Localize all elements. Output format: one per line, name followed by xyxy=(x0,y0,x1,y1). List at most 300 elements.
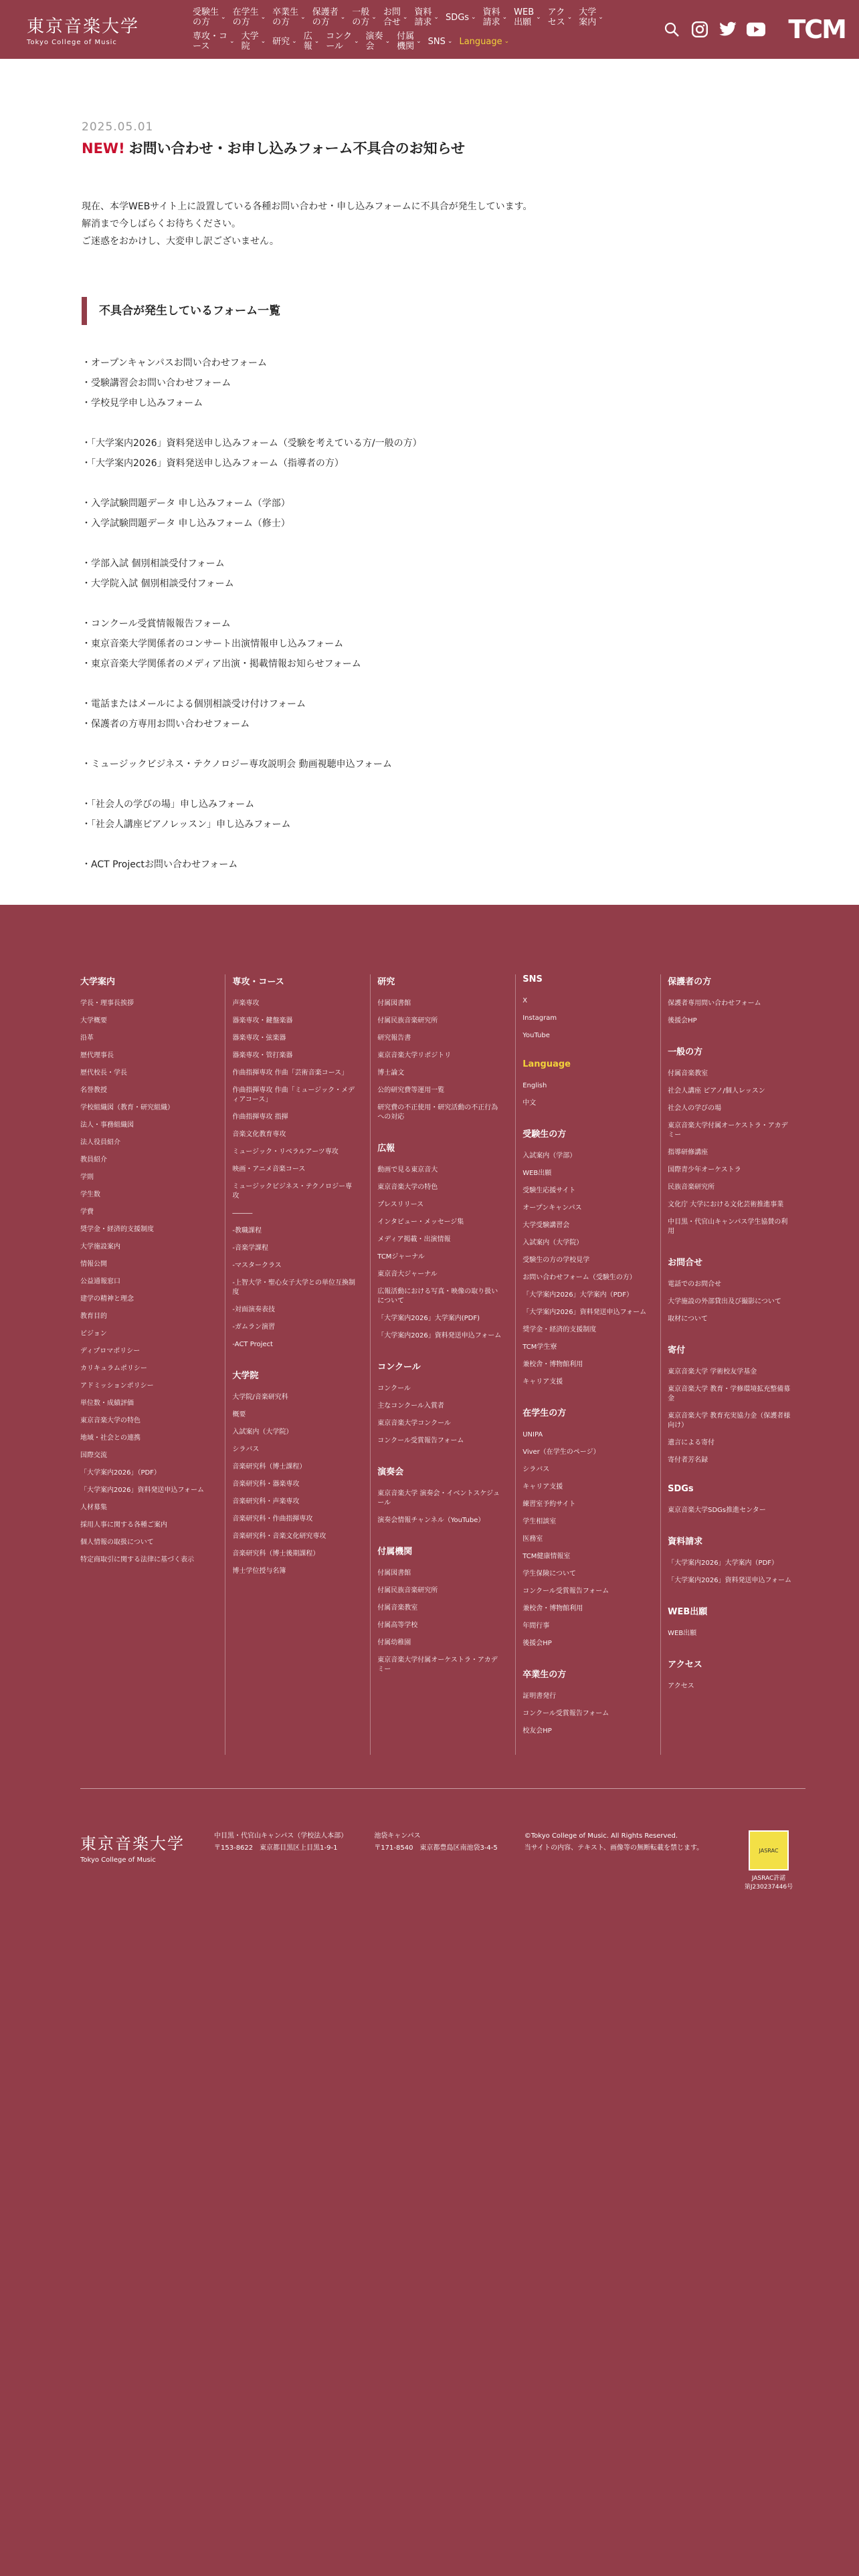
footer-section xyxy=(522,1059,648,1108)
footer-link[interactable]: 兼校舎・博物館利用 xyxy=(522,1361,583,1368)
chevron-down-icon: ⌄ xyxy=(504,37,510,45)
nav-item-label: アク セス xyxy=(547,7,565,27)
footer-link[interactable]: 学生保険について xyxy=(522,1570,577,1578)
footer-link[interactable]: 作曲指揮専攻 指揮 xyxy=(232,1113,288,1121)
nav-item[interactable] xyxy=(312,7,350,27)
footer-link[interactable]: 付属幼稚園 xyxy=(377,1639,411,1646)
nav-item-label: 卒業生 の方 xyxy=(272,7,299,27)
footer-link[interactable]: 大学施設案内 xyxy=(80,1243,120,1251)
footer-section-heading: 卒業生の方 xyxy=(522,1670,567,1680)
footer-link[interactable]: シラバス xyxy=(232,1446,260,1453)
footer-link[interactable]: アドミッションポリシー xyxy=(80,1382,154,1390)
footer-link[interactable]: 沿革 xyxy=(80,1035,94,1042)
nav-item[interactable] xyxy=(193,31,239,51)
footer-link[interactable]: 作曲指揮専攻 作曲「ミュージック・メディアコース」 xyxy=(232,1087,355,1103)
nav-item[interactable] xyxy=(304,31,324,51)
footer-link[interactable]: 「大学案内2026」資料発送申込フォーム xyxy=(668,1577,792,1584)
footer-link[interactable]: -ACT Project xyxy=(232,1341,273,1348)
footer-link[interactable]: 学生数 xyxy=(80,1191,100,1198)
footer-link[interactable]: 大学院/音楽研究科 xyxy=(232,1394,288,1401)
footer-link[interactable]: 入試案内（大学院） xyxy=(232,1428,293,1436)
footer-link[interactable]: 音楽研究科・声楽専攻 xyxy=(232,1498,300,1505)
nav-item-label: 大学 院 xyxy=(241,31,259,51)
nav-item-label: 一般 の方 xyxy=(352,7,370,27)
footer-link[interactable]: -音楽学課程 xyxy=(232,1245,268,1252)
nav-item-label: 大学 案内 xyxy=(579,7,597,27)
footer-link[interactable]: -教職課程 xyxy=(232,1227,262,1235)
footer-link[interactable]: 東京音楽大学の特色 xyxy=(377,1184,438,1191)
footer-link[interactable]: 付属図書館 xyxy=(377,1000,411,1007)
footer-link[interactable]: 大学概要 xyxy=(80,1017,107,1025)
footer-section-heading: 広報 xyxy=(377,1144,395,1154)
footer-link[interactable]: 付属高等学校 xyxy=(377,1622,418,1629)
logo-japanese: 東京音楽大学 xyxy=(27,17,140,37)
site-logo[interactable] xyxy=(27,13,161,46)
footer-section xyxy=(377,1544,503,1675)
footer-link[interactable]: -マスタークラス xyxy=(232,1262,282,1269)
nav-item[interactable] xyxy=(548,7,577,27)
footer-link[interactable]: 東京音楽大学 演奏会・イベントスケジュール xyxy=(377,1490,500,1507)
footer-link[interactable]: 東京音楽大学リポジトリ xyxy=(377,1052,452,1059)
footer-section xyxy=(668,1604,793,1638)
footer-section-heading: 保護者の方 xyxy=(668,977,712,987)
footer-link[interactable]: Viver（在学生のページ） xyxy=(522,1448,600,1456)
footer-link[interactable]: 年間行事 xyxy=(522,1622,550,1630)
footer-link[interactable]: プレスリリース xyxy=(377,1201,424,1208)
form-group xyxy=(82,855,779,875)
footer-link[interactable]: TCM健康情報室 xyxy=(522,1553,571,1560)
jasrac-block xyxy=(732,1830,805,1892)
nav-item[interactable] xyxy=(242,31,270,51)
footer-section-heading: 演奏会 xyxy=(377,1467,404,1477)
footer-link[interactable]: 学費 xyxy=(80,1208,94,1216)
footer-link[interactable]: 音楽研究科・音楽文化研究専攻 xyxy=(232,1533,326,1540)
address-line: 〒171-8540 東京都豊島区南池袋3-4-5 xyxy=(374,1844,498,1852)
nav-item[interactable] xyxy=(428,31,457,51)
chevron-down-icon: ⌄ xyxy=(260,13,266,21)
chevron-down-icon: ⌄ xyxy=(416,37,421,45)
footer-section-heading: 寄付 xyxy=(668,1346,686,1356)
footer-section xyxy=(80,974,213,1565)
nav-language[interactable] xyxy=(459,31,513,51)
footer-bottom xyxy=(80,1830,805,1892)
footer-link[interactable]: 後援会HP xyxy=(522,1640,552,1647)
youtube-icon[interactable] xyxy=(747,20,765,39)
form-group xyxy=(82,353,779,413)
footer-section xyxy=(522,1667,648,1736)
chevron-down-icon: ⌄ xyxy=(260,37,266,45)
footer-section xyxy=(377,1360,503,1446)
nav-item[interactable] xyxy=(193,7,230,27)
footer-link[interactable]: コンクール受賞報告フォーム xyxy=(522,1710,609,1717)
footer-link[interactable]: 器楽専攻・鍵盤楽器 xyxy=(232,1017,293,1025)
form-list-item: ・「社会人講座ピアノレッスン」申し込みフォーム xyxy=(82,819,291,830)
footer-link[interactable]: アクセス xyxy=(668,1683,694,1690)
footer-link[interactable]: 指導研修講座 xyxy=(668,1149,708,1156)
footer-link[interactable]: English xyxy=(522,1082,547,1089)
form-list-item: ・「社会人の学びの場」申し込みフォーム xyxy=(82,799,255,810)
footer-link[interactable]: 付属民族音楽研究所 xyxy=(377,1587,438,1594)
form-group xyxy=(82,554,779,594)
footer-link[interactable]: 地域・社会との連携 xyxy=(80,1434,140,1442)
form-list-item: ・保護者の方専用お問い合わせフォーム xyxy=(82,719,250,730)
footer-section xyxy=(668,1534,793,1586)
footer-link[interactable]: 東京音楽大学コンクール xyxy=(377,1420,451,1427)
footer-column xyxy=(225,974,370,1755)
footer-link[interactable]: 映画・アニメ音楽コース xyxy=(232,1166,306,1173)
footer-link[interactable]: 校友会HP xyxy=(522,1727,552,1735)
nav-item-label: コンク ール xyxy=(326,31,352,51)
form-list-item: ・コンクール受賞情報報告フォーム xyxy=(82,619,231,629)
footer-section xyxy=(668,974,793,1026)
search-icon[interactable] xyxy=(662,20,681,39)
footer-link[interactable]: 中目黒・代官山キャンパス学生協賛の利用 xyxy=(668,1218,788,1235)
footer-link[interactable]: 器楽専攻・弦楽器 xyxy=(232,1035,286,1042)
footer-link[interactable]: 東京音楽大学付属オーケストラ・アカデミー xyxy=(668,1122,788,1139)
footer-link[interactable]: 公的研究費等運用一覧 xyxy=(377,1087,445,1094)
twitter-icon[interactable] xyxy=(719,20,737,39)
footer-section-heading: 一般の方 xyxy=(668,1047,703,1057)
address-ikebukuro xyxy=(374,1830,497,1854)
nav-item[interactable] xyxy=(352,7,381,27)
footer-link[interactable]: 付属音楽教室 xyxy=(668,1070,708,1077)
footer-link[interactable]: 作曲指揮専攻 作曲「芸術音楽コース」 xyxy=(232,1069,349,1077)
footer-link[interactable]: 付属図書館 xyxy=(377,1570,411,1577)
footer-link[interactable]: 証明書発行 xyxy=(522,1693,557,1700)
footer-link[interactable]: 電話でのお問合せ xyxy=(668,1281,722,1288)
jasrac-line: 第J230237446号 xyxy=(744,1884,793,1891)
chevron-down-icon: ⌄ xyxy=(502,13,508,21)
footer-link[interactable]: オープンキャンパス xyxy=(522,1204,582,1212)
nav-item[interactable] xyxy=(272,7,310,27)
footer-link[interactable]: 奨学金・経済的支援制度 xyxy=(80,1226,154,1233)
footer-section xyxy=(668,1045,793,1237)
footer-link[interactable]: 特定商取引に関する法律に基づく表示 xyxy=(80,1556,194,1564)
footer-link[interactable]: 東京音楽大学付属オーケストラ・アカデミー xyxy=(377,1656,498,1673)
address-nakameguro xyxy=(214,1830,347,1854)
footer-link[interactable]: 社会人の学びの場 xyxy=(668,1105,722,1112)
footer-link[interactable]: 歴代校長・学長 xyxy=(80,1069,127,1077)
footer-link[interactable]: 音楽文化教育専攻 xyxy=(232,1131,286,1138)
footer-section xyxy=(668,1657,793,1691)
nav-item[interactable] xyxy=(414,7,443,27)
footer-link[interactable]: 東京音楽大学 教育・学修環境拡充整備募金 xyxy=(668,1386,791,1402)
footer-link[interactable]: 声楽専攻 xyxy=(232,1000,260,1007)
footer-link[interactable]: 器楽専攻・管打楽器 xyxy=(232,1052,293,1059)
footer-link[interactable]: 受験生の方の学校見学 xyxy=(522,1257,590,1264)
footer-logo[interactable] xyxy=(80,1830,214,1864)
footer-link[interactable]: 入試案内（学部） xyxy=(522,1152,577,1160)
footer-link[interactable]: 学生相談室 xyxy=(522,1518,557,1525)
footer-section-heading: 大学院 xyxy=(232,1371,259,1381)
chevron-down-icon: ⌄ xyxy=(385,37,391,45)
nav-item[interactable] xyxy=(483,7,512,27)
footer-link[interactable]: 中文 xyxy=(522,1099,537,1107)
logo-english: Tokyo College of Music xyxy=(27,39,117,46)
footer-link[interactable]: キャリア支援 xyxy=(522,1378,563,1386)
footer-section xyxy=(522,1127,648,1387)
footer-link[interactable]: 広報活動における写真・映像の取り扱いについて xyxy=(377,1288,498,1305)
footer-section-heading: 研究 xyxy=(377,977,395,987)
footer-link[interactable]: YouTube xyxy=(522,1032,550,1039)
footer-link[interactable]: 遺言による寄付 xyxy=(668,1439,715,1446)
footer-link[interactable]: 公益通報窓口 xyxy=(80,1278,120,1285)
copyright-line: 当サイトの内容、テキスト、画像等の無断転載を禁じます。 xyxy=(524,1844,704,1852)
site-header xyxy=(0,0,859,59)
footer-link[interactable]: 大学受験講習会 xyxy=(522,1222,570,1229)
footer-link[interactable]: 教員紹介 xyxy=(80,1156,107,1164)
form-list-item: ・受験講習会お問い合わせフォーム xyxy=(82,378,231,389)
nav-item-label: Language xyxy=(459,36,502,47)
form-list-item: ・ミュージックビジネス・テクノロジー専攻説明会 動画視聴申込フォーム xyxy=(82,759,392,770)
footer-link[interactable]: 入試案内（大学院） xyxy=(522,1239,583,1247)
nav-item-label: お問 合せ xyxy=(383,7,401,27)
instagram-icon[interactable] xyxy=(690,20,709,39)
footer-link[interactable]: -対面演奏表技 xyxy=(232,1306,275,1313)
footer-divider xyxy=(80,1788,805,1789)
address-line: 〒153-8622 東京都目黒区上目黒1-9-1 xyxy=(214,1844,338,1852)
copyright xyxy=(524,1830,732,1854)
footer-column xyxy=(660,974,805,1755)
footer-link[interactable]: 付属民族音楽研究所 xyxy=(377,1017,438,1025)
nav-item[interactable] xyxy=(514,7,545,27)
footer-link[interactable]: 法人役員紹介 xyxy=(80,1139,120,1146)
footer-link[interactable]: WEB出願 xyxy=(522,1170,552,1177)
footer-link[interactable]: 個人情報の取扱について xyxy=(80,1539,154,1546)
footer-link[interactable]: カリキュラムポリシー xyxy=(80,1365,147,1372)
chevron-down-icon: ⌄ xyxy=(292,37,297,45)
nav-item-label: WEB 出願 xyxy=(514,7,535,27)
tcm-logo[interactable]: TCM xyxy=(788,15,846,44)
footer-section-heading: 在学生の方 xyxy=(522,1408,567,1418)
footer-section-heading: Language xyxy=(522,1059,571,1069)
footer-link[interactable]: 歴代理事長 xyxy=(80,1052,114,1059)
intro-line: 現在、本学WEBサイト上に設置している各種お問い合わせ・申し込みフォームに不具合が発生しています。 xyxy=(82,201,533,212)
footer-section xyxy=(232,974,358,1350)
footer-link[interactable]: 奨学金・経済的支援制度 xyxy=(522,1326,597,1333)
footer-logo-english: Tokyo College of Music xyxy=(80,1856,156,1864)
article-date: 2025.05.01 xyxy=(82,120,154,134)
nav-item-label: 資料 請求 xyxy=(414,7,432,27)
footer-link[interactable]: UNIPA xyxy=(522,1431,543,1438)
footer-link[interactable]: 大学施設の外部貸出及び撮影について xyxy=(668,1298,781,1305)
footer-link[interactable]: コンクール受賞報告フォーム xyxy=(522,1588,609,1595)
footer-link[interactable]: -上智大学・聖心女子大学との単位互換制度 xyxy=(232,1279,355,1296)
footer-link[interactable]: 国際交流 xyxy=(80,1452,107,1459)
footer-link[interactable]: インタビュー・メッセージ集 xyxy=(377,1218,464,1226)
footer-link[interactable]: メディア掲載・出演情報 xyxy=(377,1236,451,1243)
footer-section xyxy=(232,1368,358,1576)
form-list-item: ・電話またはメールによる個別相談受け付けフォーム xyxy=(82,699,306,710)
footer-section xyxy=(522,974,648,1041)
form-list-item: ・東京音楽大学関係者のコンサート出演情報申し込みフォーム xyxy=(82,639,344,649)
nav-item[interactable] xyxy=(397,31,425,51)
form-group xyxy=(82,433,779,473)
footer-link[interactable]: 演奏会情報チャンネル（YouTube） xyxy=(377,1517,485,1524)
footer-link[interactable]: TCM学生寮 xyxy=(522,1344,557,1351)
footer-link[interactable]: 民族音楽研究所 xyxy=(668,1184,715,1191)
footer-section xyxy=(377,1141,503,1341)
form-group xyxy=(82,754,779,774)
footer-link[interactable]: 文化庁 大学における文化芸術推進事業 xyxy=(668,1201,784,1208)
nav-item[interactable] xyxy=(579,7,607,27)
footer-link[interactable]: 社会人講座 ピアノ/個人レッスン xyxy=(668,1087,765,1095)
footer-link[interactable]: 「大学案内2026」大学案内(PDF) xyxy=(377,1315,480,1322)
footer-link[interactable]: 主なコンクール入賞者 xyxy=(377,1402,444,1410)
footer-link[interactable]: 教育目的 xyxy=(80,1313,107,1320)
footer-link[interactable]: -ガムラン演習 xyxy=(232,1323,275,1331)
nav-item-label: 在学生 の方 xyxy=(232,7,259,27)
form-list-item: ・「大学案内2026」資料発送申し込みフォーム（指導者の方） xyxy=(82,458,344,469)
chevron-down-icon: ⌄ xyxy=(567,13,573,21)
chevron-down-icon: ⌄ xyxy=(536,13,541,21)
footer-link[interactable]: 研究報告書 xyxy=(377,1035,411,1042)
form-group xyxy=(82,614,779,674)
footer-link[interactable]: ――― xyxy=(232,1210,253,1217)
footer-section-heading: SDGs xyxy=(668,1484,694,1494)
chevron-down-icon: ⌄ xyxy=(300,13,306,21)
footer-section-heading: 専攻・コース xyxy=(232,977,284,987)
chevron-down-icon: ⌄ xyxy=(434,13,439,21)
form-group xyxy=(82,694,779,734)
footer-link[interactable]: ディプロマポリシー xyxy=(80,1348,140,1355)
footer-link[interactable]: 音楽研究科（博士後期課程） xyxy=(232,1550,320,1558)
footer-link[interactable]: 情報公開 xyxy=(80,1261,107,1268)
footer-link[interactable]: お問い合わせフォーム（受験生の方） xyxy=(522,1274,636,1281)
chevron-down-icon: ⌄ xyxy=(314,37,320,45)
footer-link[interactable]: 博士学位授与名簿 xyxy=(232,1568,286,1575)
footer-link[interactable]: 東京音大ジャーナル xyxy=(377,1271,438,1278)
footer-section-heading: 付属機関 xyxy=(377,1547,413,1557)
footer-link[interactable]: 学則 xyxy=(80,1174,94,1181)
affected-form-list xyxy=(82,353,779,875)
footer-link[interactable]: 東京音楽大学SDGs推進センター xyxy=(668,1507,766,1514)
intro-line: 解消まで今しばらくお待ちください。 xyxy=(82,219,241,229)
footer-link[interactable]: 音楽研究科（博士課程） xyxy=(232,1463,306,1471)
form-group xyxy=(82,494,779,534)
nav-item[interactable] xyxy=(233,7,270,27)
footer-link[interactable]: 単位数・成績評価 xyxy=(80,1400,134,1407)
footer-column xyxy=(515,974,660,1755)
footer-link[interactable]: 付属音楽教室 xyxy=(377,1604,418,1612)
nav-item-label: 専攻・コ ース xyxy=(193,31,228,51)
nav-item-label: 受験生 の方 xyxy=(193,7,219,27)
footer-link[interactable]: 音楽研究科・作曲指揮専攻 xyxy=(232,1515,313,1523)
footer-section xyxy=(377,974,503,1122)
footer-link[interactable]: 兼校舎・博物館利用 xyxy=(522,1605,583,1612)
nav-item[interactable] xyxy=(272,31,301,51)
footer-link[interactable]: X xyxy=(522,997,528,1004)
nav-item-label: SNS xyxy=(427,36,446,47)
footer-logo-japanese: 東京音楽大学 xyxy=(80,1834,185,1853)
chevron-down-icon: ⌄ xyxy=(447,37,453,45)
footer-link[interactable]: 「大学案内2026」（PDF） xyxy=(80,1469,161,1477)
footer-link[interactable]: 名誉教授 xyxy=(80,1087,107,1094)
form-group xyxy=(82,794,779,835)
form-list-item: ・「大学案内2026」資料発送申し込みフォーム（受験を考えている方/一般の方） xyxy=(82,438,422,449)
footer-link[interactable]: 東京音楽大学 学術校友学基金 xyxy=(668,1368,757,1376)
form-list-item: ・入学試験問題データ 申し込みフォーム（修士） xyxy=(82,518,290,529)
footer-link[interactable]: 「大学案内2026」資料発送申込フォーム xyxy=(80,1487,204,1494)
footer-link[interactable]: 東京音楽大学の特色 xyxy=(80,1417,140,1424)
footer-link[interactable]: 保護者専用問い合わせフォーム xyxy=(668,1000,761,1007)
nav-item[interactable] xyxy=(326,31,363,51)
footer-link[interactable]: 建学の精神と理念 xyxy=(80,1295,134,1303)
footer-section-heading: 受験生の方 xyxy=(522,1130,567,1140)
footer-column xyxy=(80,974,225,1755)
footer-link[interactable]: 研究費の不正使用・研究活動の不正行為への対応 xyxy=(377,1104,498,1121)
footer-link[interactable]: シラバス xyxy=(522,1466,550,1473)
nav-item[interactable] xyxy=(366,31,395,51)
nav-item-label: 付属 機関 xyxy=(397,31,415,51)
jasrac-badge: JASRAC xyxy=(749,1830,789,1870)
footer-link[interactable]: TCMジャーナル xyxy=(377,1253,425,1261)
header-icons xyxy=(662,15,846,44)
footer-link[interactable]: コンクール xyxy=(377,1385,411,1392)
footer-link[interactable]: 「大学案内2026」大学案内（PDF） xyxy=(668,1560,779,1567)
footer-link[interactable]: ミュージック・リベラルアーツ専攻 xyxy=(232,1148,339,1156)
footer-link[interactable]: 法人・事務組織図 xyxy=(80,1121,134,1129)
footer-link[interactable]: 練習室予約サイト xyxy=(522,1501,576,1508)
footer-link[interactable]: 「大学案内2026」資料発送申込フォーム xyxy=(522,1309,647,1316)
footer-link[interactable]: 後援会HP xyxy=(668,1017,697,1025)
footer-link[interactable]: Instagram xyxy=(522,1014,557,1022)
footer-link[interactable]: 医務室 xyxy=(522,1535,543,1543)
footer-link[interactable]: WEB出願 xyxy=(668,1630,697,1637)
footer-link[interactable]: 動画で見る東京音大 xyxy=(377,1166,438,1174)
chevron-down-icon: ⌄ xyxy=(371,13,377,21)
footer-link[interactable]: 採用人事に関する各種ご案内 xyxy=(80,1521,167,1529)
footer-link[interactable]: 国際青少年オーケストラ xyxy=(668,1166,741,1174)
footer-link[interactable]: 「大学案内2026」大学案内（PDF） xyxy=(522,1291,634,1299)
article-title xyxy=(82,138,779,158)
nav-item-label: 保護者 の方 xyxy=(312,7,339,27)
footer-link[interactable]: 博士論文 xyxy=(377,1069,405,1077)
nav-item[interactable] xyxy=(383,7,412,27)
footer-link[interactable]: 寄付者芳名録 xyxy=(668,1457,708,1464)
footer-column xyxy=(370,974,515,1755)
footer-link[interactable]: 「大学案内2026」資料発送申込フォーム xyxy=(377,1332,502,1339)
footer-link[interactable]: 概要 xyxy=(232,1411,246,1418)
article-main xyxy=(0,59,859,905)
footer-section xyxy=(522,1406,648,1648)
address-line: 池袋キャンパス xyxy=(374,1832,421,1840)
chevron-down-icon: ⌄ xyxy=(354,37,359,45)
footer-link[interactable]: キャリア支援 xyxy=(522,1483,563,1491)
footer-link[interactable]: 音楽研究科・器楽専攻 xyxy=(232,1481,300,1488)
footer-link[interactable]: 受験生応援サイト xyxy=(522,1187,576,1194)
footer-link[interactable]: 取材について xyxy=(668,1315,708,1323)
footer-link[interactable]: 学校組織図（教育・研究組織） xyxy=(80,1104,174,1111)
footer-link[interactable]: コンクール受賞報告フォーム xyxy=(377,1437,464,1444)
intro-line: ご迷惑をおかけし、大変申し訳ございません。 xyxy=(82,236,279,247)
footer-section-heading: 資料請求 xyxy=(668,1537,703,1547)
chevron-down-icon: ⌄ xyxy=(471,13,476,21)
footer-section xyxy=(668,1484,793,1515)
form-list-item: ・学校見学申し込みフォーム xyxy=(82,398,203,409)
footer-link[interactable]: 学長・理事長挨拶 xyxy=(80,1000,134,1007)
footer-link[interactable]: 東京音楽大学 教育充実協力金（保護者様向け） xyxy=(668,1412,791,1429)
nav-item-label: 研究 xyxy=(272,36,290,47)
footer-link[interactable]: ミュージックビジネス・テクノロジー専攻 xyxy=(232,1183,353,1200)
address-line: 中目黒・代官山キャンパス（学校法人本部） xyxy=(214,1832,348,1840)
form-list-item: ・入学試験問題データ 申し込みフォーム（学部） xyxy=(82,498,290,509)
footer-section xyxy=(377,1465,503,1525)
footer-link[interactable]: 人材募集 xyxy=(80,1504,107,1511)
nav-item[interactable] xyxy=(446,7,480,27)
footer-section-heading: SNS xyxy=(522,974,543,984)
footer-link[interactable]: ビジョン xyxy=(80,1330,107,1337)
